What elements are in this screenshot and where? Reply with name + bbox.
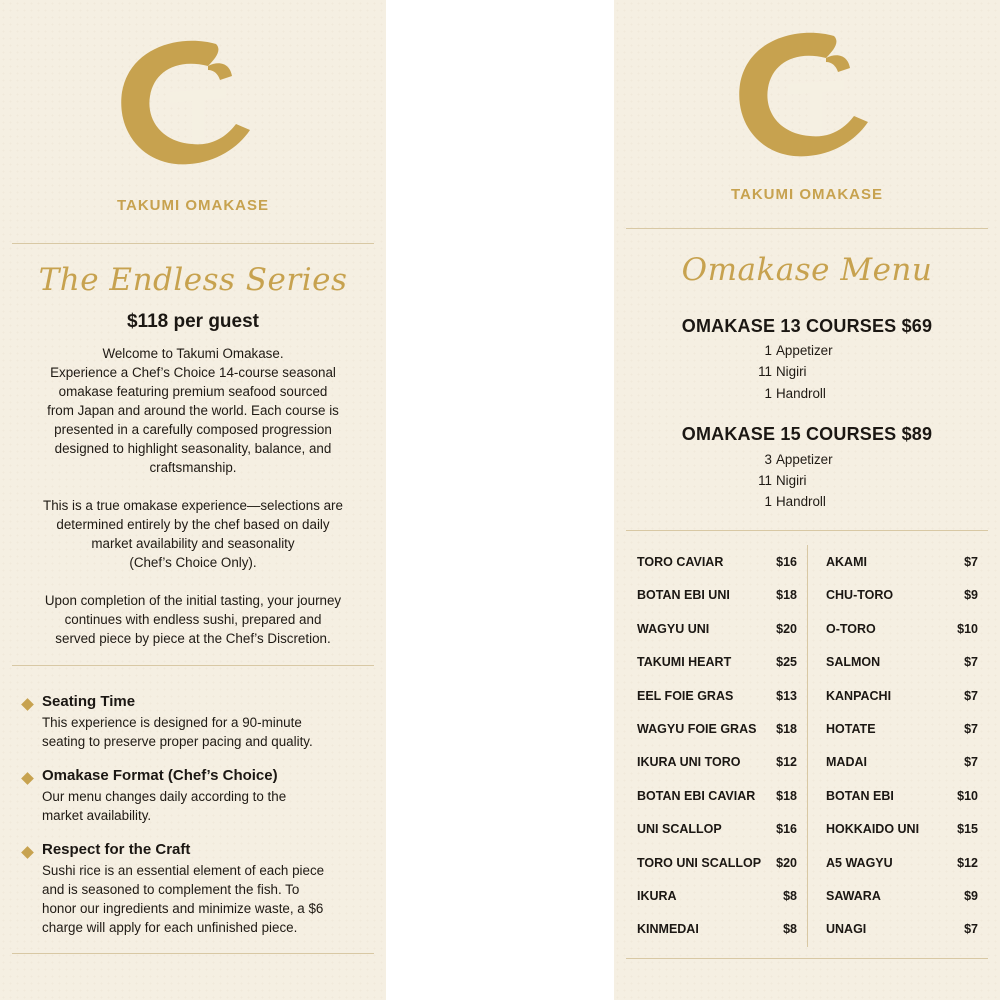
text-line: This experience is designed for a 90-minute	[42, 715, 302, 730]
menu-item-price: $20	[776, 855, 797, 870]
menu-item-name: BOTAN EBI UNI	[637, 588, 730, 603]
menu-item-row	[826, 555, 978, 575]
diamond-bullet-icon	[21, 698, 34, 711]
course-item	[614, 343, 1000, 363]
text-line: omakase featuring premium seafood sourced	[58, 384, 328, 399]
course-name: Handroll	[776, 386, 826, 401]
brand-name: TAKUMI OMAKASE	[116, 197, 270, 214]
divider	[626, 228, 988, 229]
menu-item-row	[826, 856, 978, 876]
menu-item-price: $7	[964, 922, 978, 937]
menu-item-row	[637, 755, 797, 775]
text-line: honor our ingredients and minimize waste, a $6	[42, 901, 324, 916]
menu-item-name: HOKKAIDO UNI	[826, 822, 920, 837]
menu-item-name: TORO CAVIAR	[637, 555, 724, 569]
menu-item-price: $18	[776, 788, 797, 803]
takumi-logo-icon	[730, 28, 880, 168]
menu-item-name: TORO UNI SCALLOP	[637, 855, 762, 870]
omakase-paragraph	[18, 496, 368, 572]
menu-item-name: HOTATE	[826, 722, 876, 736]
menu-item-name: KINMEDAI	[637, 922, 699, 937]
course-name: Handroll	[776, 494, 826, 509]
menu-item-row	[637, 689, 797, 709]
price-per-guest: $118 per guest	[126, 311, 260, 332]
menu-item-name: A5 WAGYU	[826, 855, 893, 870]
menu-item-price: $18	[776, 588, 797, 603]
menu-item-price: $8	[783, 922, 797, 937]
menu-item-name: IKURA UNI TORO	[637, 755, 741, 770]
menu-item-row	[826, 755, 978, 775]
menu-item-price: $7	[964, 655, 978, 670]
diamond-bullet-icon	[21, 846, 34, 859]
menu-item-price: $16	[776, 555, 797, 569]
info-title: Seating Time	[42, 693, 136, 710]
menu-item-price: $10	[957, 621, 978, 636]
menu-item-name: KANPACHI	[826, 688, 892, 703]
text-line: craftsmanship.	[149, 460, 237, 475]
menu-item-row	[637, 622, 797, 642]
menu-item-price: $9	[964, 889, 978, 903]
course-qty: 1	[764, 386, 772, 401]
info-title: Omakase Format (Chef’s Choice)	[42, 767, 278, 784]
text-line: determined entirely by the chef based on daily	[56, 517, 330, 532]
divider	[12, 953, 374, 954]
intro-paragraph	[18, 344, 368, 477]
menu-item-row	[637, 588, 797, 608]
text-line: Upon completion of the initial tasting, your journey	[44, 593, 342, 608]
divider	[626, 530, 988, 531]
right-menu-panel	[614, 0, 1000, 1000]
menu-title: Omakase Menu	[681, 252, 933, 288]
menu-item-price: $18	[776, 722, 797, 736]
info-body	[42, 787, 372, 825]
menu-item-name: TAKUMI HEART	[637, 655, 732, 670]
menu-item-name: WAGYU UNI	[637, 621, 710, 636]
course-heading-13: OMAKASE 13 COURSES $69	[681, 316, 933, 336]
text-line: continues with endless sushi, prepared and	[64, 612, 322, 627]
menu-item-price: $20	[776, 621, 797, 636]
menu-item-name: AKAMI	[826, 555, 867, 569]
divider	[12, 665, 374, 666]
menu-item-name: CHU-TORO	[826, 588, 894, 603]
menu-item-row	[637, 555, 797, 575]
menu-item-row	[826, 789, 978, 809]
menu-item-name: UNI SCALLOP	[637, 822, 722, 837]
text-line: presented in a carefully composed progression	[54, 422, 332, 437]
menu-item-name: BOTAN EBI CAVIAR	[637, 788, 756, 803]
menu-item-row	[826, 922, 978, 942]
menu-item-name: SAWARA	[826, 889, 881, 903]
text-line: seating to preserve proper pacing and quality.	[42, 734, 313, 749]
info-title: Respect for the Craft	[42, 841, 191, 858]
menu-item-price: $7	[964, 722, 978, 736]
menu-item-row	[826, 655, 978, 675]
course-item	[614, 386, 1000, 406]
menu-item-name: MADAI	[826, 755, 867, 770]
menu-item-row	[637, 922, 797, 942]
menu-item-row	[637, 722, 797, 742]
text-line: Experience a Chef’s Choice 14-course seasonal	[50, 365, 336, 380]
diamond-bullet-icon	[21, 772, 34, 785]
course-item	[614, 494, 1000, 514]
info-body	[42, 861, 372, 937]
course-item	[614, 473, 1000, 493]
menu-item-row	[826, 722, 978, 742]
text-line: from Japan and around the world. Each course is	[47, 403, 339, 418]
menu-item-name: O-TORO	[826, 621, 876, 636]
menu-item-price: $13	[776, 688, 797, 703]
course-item	[614, 452, 1000, 472]
text-line: Welcome to Takumi Omakase.	[102, 346, 284, 361]
menu-item-price: $10	[957, 788, 978, 803]
menu-item-name: UNAGI	[826, 922, 867, 937]
text-line: Sushi rice is an essential element of each piece	[42, 863, 325, 878]
menu-item-row	[637, 822, 797, 842]
text-line: This is a true omakase experience—selections are	[43, 498, 343, 513]
menu-item-row	[637, 889, 797, 909]
text-line: Our menu changes daily according to the	[42, 789, 287, 804]
info-body	[42, 713, 372, 751]
course-name: Appetizer	[776, 343, 833, 358]
course-qty: 11	[758, 364, 772, 379]
text-line: charge will apply for each unfinished piece.	[42, 920, 298, 935]
course-qty: 1	[764, 494, 772, 509]
series-title: The Endless Series	[38, 262, 348, 298]
column-divider	[807, 545, 808, 947]
text-line: market availability.	[42, 808, 152, 823]
brand-name: TAKUMI OMAKASE	[730, 186, 884, 203]
menu-item-price: $7	[964, 555, 978, 569]
menu-item-price: $12	[957, 855, 978, 870]
divider	[12, 243, 374, 244]
menu-item-price: $7	[964, 755, 978, 770]
course-name: Nigiri	[776, 364, 807, 379]
course-qty: 1	[764, 343, 772, 358]
text-line: designed to highlight seasonality, balance, and	[54, 441, 332, 456]
endless-paragraph	[18, 591, 368, 648]
menu-item-row	[826, 622, 978, 642]
menu-item-row	[637, 856, 797, 876]
menu-item-row	[826, 822, 978, 842]
menu-item-row	[637, 789, 797, 809]
menu-item-name: IKURA	[637, 889, 677, 903]
course-qty: 3	[764, 452, 772, 467]
text-line: (Chef’s Choice Only).	[129, 555, 257, 570]
course-item	[614, 364, 1000, 384]
menu-item-row	[826, 889, 978, 909]
menu-item-price: $16	[776, 822, 797, 837]
takumi-logo-icon	[112, 36, 262, 176]
menu-item-price: $7	[964, 688, 978, 703]
menu-item-row	[826, 689, 978, 709]
menu-item-row	[826, 588, 978, 608]
menu-item-price: $15	[957, 822, 978, 837]
text-line: served piece by piece at the Chef’s Discretion.	[55, 631, 331, 646]
left-menu-panel	[0, 0, 386, 1000]
course-qty: 11	[758, 473, 772, 488]
text-line: market availability and seasonality	[91, 536, 295, 551]
menu-item-name: EEL FOIE GRAS	[637, 688, 734, 703]
divider	[626, 958, 988, 959]
menu-item-price: $25	[776, 655, 797, 670]
course-name: Appetizer	[776, 452, 833, 467]
course-heading-15: OMAKASE 15 COURSES $89	[681, 424, 933, 444]
text-line: and is seasoned to complement the fish. To	[42, 882, 300, 897]
menu-item-price: $12	[776, 755, 797, 770]
menu-item-name: WAGYU FOIE GRAS	[637, 722, 757, 736]
menu-item-name: SALMON	[826, 655, 881, 670]
menu-item-row	[637, 655, 797, 675]
course-name: Nigiri	[776, 473, 807, 488]
menu-item-price: $8	[783, 889, 797, 903]
menu-item-price: $9	[964, 588, 978, 603]
menu-item-name: BOTAN EBI	[826, 788, 894, 803]
